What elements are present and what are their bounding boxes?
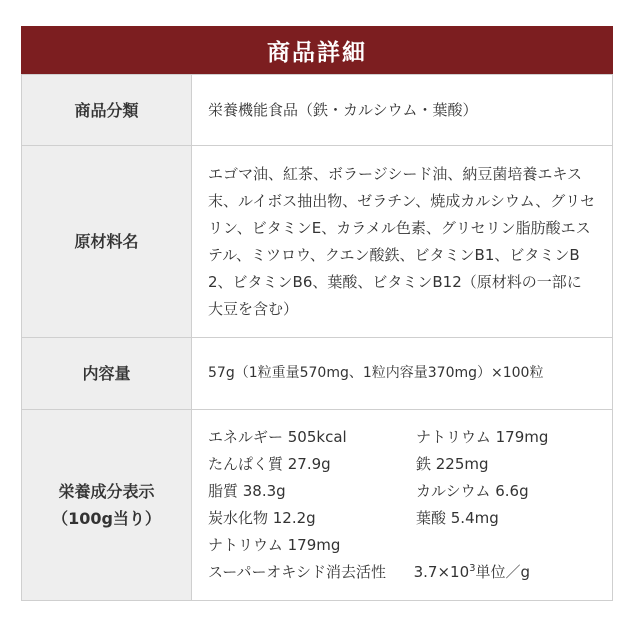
nutrition-item: 葉酸 5.4mg	[416, 509, 499, 527]
content-label: 内容量	[22, 338, 192, 410]
sod-value-base: 3.7×10	[413, 563, 470, 581]
sod-activity-line	[208, 559, 596, 586]
sod-value-exponent: 3	[469, 563, 476, 574]
product-spec-table	[21, 74, 613, 601]
nutrition-item: 脂質 38.3g	[208, 482, 286, 500]
panel-title: 商品詳細	[267, 39, 367, 66]
category-label: 商品分類	[22, 75, 192, 146]
sod-activity-value	[414, 563, 530, 581]
nutrition-item: たんぱく質 27.9g	[208, 455, 331, 473]
category-value: 栄養機能食品（鉄・カルシウム・葉酸）	[192, 75, 613, 146]
table-row	[22, 410, 613, 601]
content-value: 57g（1粒重量570mg、1粒内容量370mg）×100粒	[192, 338, 613, 410]
table-row	[22, 75, 613, 146]
sod-value-unit: 単位／g	[475, 563, 531, 581]
nutrition-item: エネルギー 505kcal	[208, 428, 347, 446]
ingredients-cell	[192, 146, 613, 338]
nutrition-label	[22, 410, 192, 601]
nutrition-item: ナトリウム 179mg	[416, 428, 549, 446]
nutrition-grid	[208, 424, 596, 586]
table-row	[22, 146, 613, 338]
ingredients-value: エゴマ油、紅茶、ボラージシード油、納豆菌培養エキス末、ルイボス抽出物、ゼラチン、焼成カルシウム、グリセリン、ビタミンE、カラメル色素、グリセリン脂肪酸エステル、ミツロウ、クエン酸鉄、ビタミンB1、ビタミンB2、ビタミンB6、葉酸、ビタミンB12（原材料の一部に大豆を含む）	[208, 164, 596, 318]
nutrition-values	[192, 410, 613, 601]
table-row	[22, 338, 613, 410]
nutrition-item: 炭水化物 12.2g	[208, 509, 316, 527]
ingredients-label: 原材料名	[22, 146, 192, 338]
nutrition-item: カルシウム 6.6g	[416, 482, 529, 500]
nutrition-item: 鉄 225mg	[416, 455, 489, 473]
nutrition-label-line2: （100g当り）	[52, 509, 161, 528]
nutrition-item: ナトリウム 179mg	[208, 536, 341, 554]
product-detail-panel	[21, 26, 613, 600]
panel-header	[21, 26, 613, 74]
nutrition-label-line1: 栄養成分表示	[58, 482, 155, 501]
sod-activity-label: スーパーオキシド消去活性	[208, 563, 387, 581]
